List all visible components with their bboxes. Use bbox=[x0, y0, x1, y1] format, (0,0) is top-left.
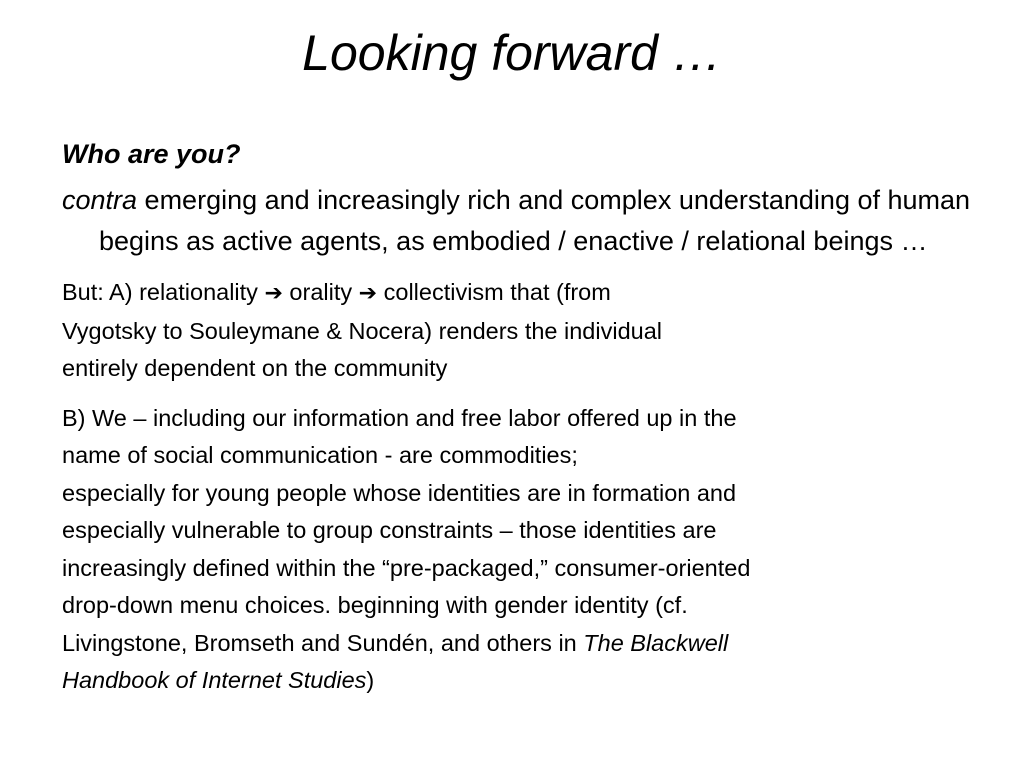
closing-paren: ) bbox=[366, 667, 375, 693]
slide-body bbox=[62, 134, 982, 700]
paragraph-b bbox=[62, 400, 982, 700]
arrow-right-icon: ➔ bbox=[358, 281, 378, 306]
para-a-part3: collectivism that (from bbox=[377, 279, 611, 305]
slide-title: Looking forward … bbox=[302, 25, 722, 81]
book-title-part1: The Blackwell bbox=[583, 629, 729, 656]
para-a-line3: entirely dependent on the community bbox=[62, 355, 448, 381]
para-b-line1: B) We – including our information and free labor offered up in the bbox=[62, 404, 737, 431]
para-b-line7-text: Livingstone, Bromseth and Sundén, and others in bbox=[62, 629, 584, 656]
para-b-line3: especially for young people whose identities are in formation and bbox=[62, 479, 737, 506]
para-b-line7 bbox=[62, 625, 982, 663]
para-b-line6: drop-down menu choices. beginning with gender identity (cf. bbox=[62, 592, 688, 618]
para-b-line4: especially vulnerable to group constraints – those identities are bbox=[62, 517, 717, 543]
book-title-part2: Handbook of Internet Studies bbox=[62, 667, 367, 693]
contra-paragraph bbox=[62, 180, 982, 262]
para-b-line2: name of social communication - are commodities; bbox=[62, 442, 578, 468]
para-b-line5: increasingly defined within the “pre-packaged,” consumer-oriented bbox=[62, 554, 751, 581]
para-a-line2: Vygotsky to Souleymane & Nocera) renders the individual bbox=[62, 317, 662, 344]
para-a-part1: But: A) relationality bbox=[62, 279, 265, 305]
arrow-right-icon: ➔ bbox=[264, 281, 283, 306]
para-a-part2: orality bbox=[282, 279, 359, 305]
contra-lead: contra bbox=[62, 185, 138, 215]
section-heading: Who are you? bbox=[62, 139, 241, 169]
para-b-line8 bbox=[62, 662, 982, 700]
paragraph-a bbox=[62, 274, 982, 388]
contra-text: emerging and increasingly rich and complex understanding of human begins as active agents, as embodied / enactive / relational beings … bbox=[99, 185, 971, 256]
